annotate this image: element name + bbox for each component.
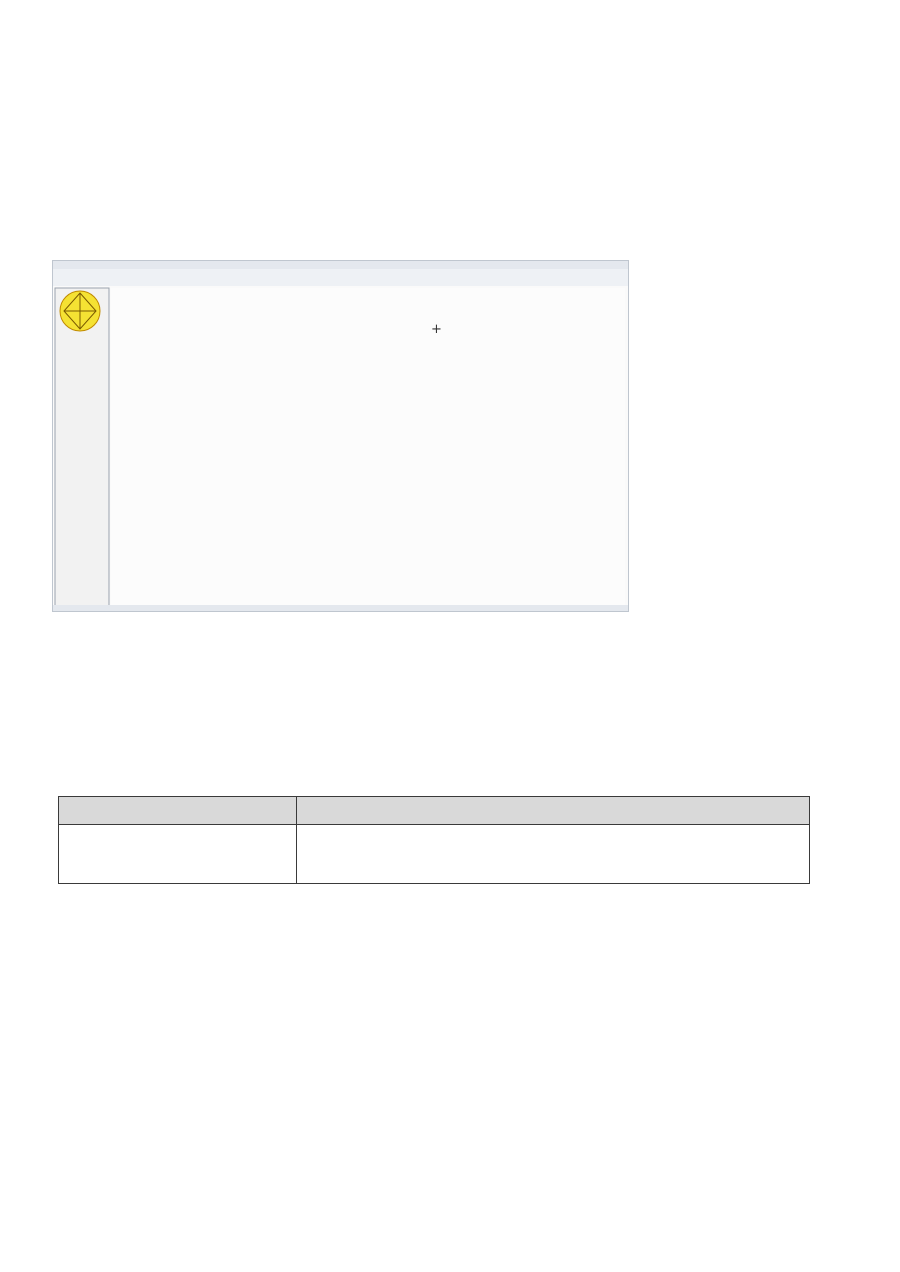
plot-area xyxy=(111,288,625,606)
spec-value-line xyxy=(305,829,809,853)
spec-header-label xyxy=(59,797,297,825)
spec-label xyxy=(59,825,297,884)
spec-value xyxy=(297,825,810,884)
legend-panel xyxy=(55,288,109,606)
menu-bar xyxy=(53,261,628,269)
spec-row-master-control xyxy=(59,825,810,884)
spec-header-value xyxy=(297,797,810,825)
spec-table xyxy=(58,796,810,884)
speed-contour-screenshot xyxy=(52,260,629,612)
status-bar xyxy=(53,605,628,611)
compass-icon xyxy=(60,291,100,331)
crosshair-cursor: + xyxy=(431,322,442,337)
toolbar xyxy=(53,269,628,286)
speed-contour-figure xyxy=(53,261,628,611)
spec-header-row xyxy=(59,797,810,825)
